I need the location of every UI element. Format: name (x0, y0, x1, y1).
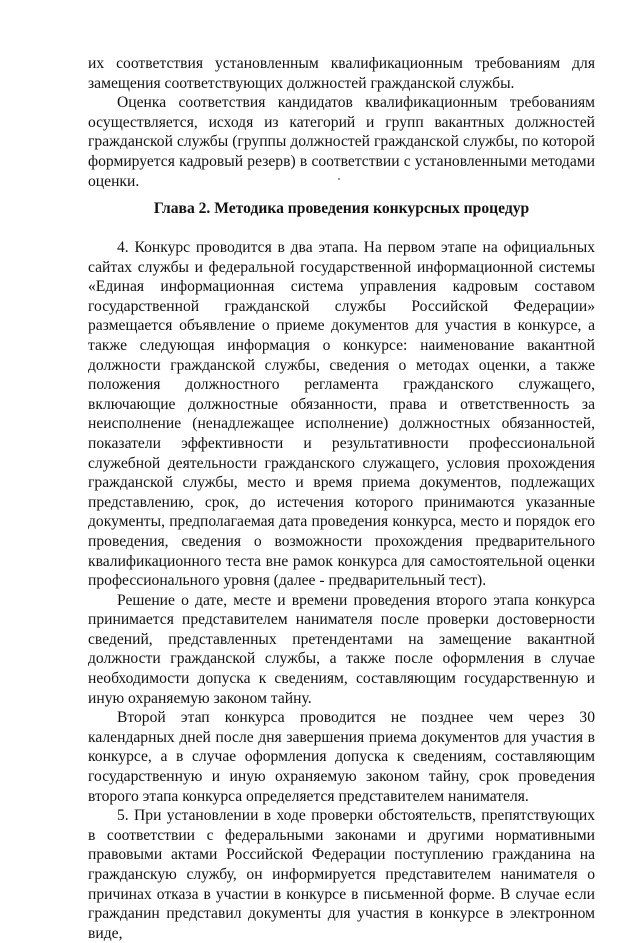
scan-speck (338, 178, 340, 180)
paragraph-item-5: 5. При установлении в ходе проверки обстоятельств, препятствующих в соответствии с федеральными законами и другими нормативными правовыми актами Российской Федерации поступлению гражданина на гражданскую службу, он информируется представителем нанимателя о причинах отказа в участии в конкурсе в письменной форме. В случае если гражданин представил документы для участия в конкурсе в электронном виде, (88, 807, 595, 942)
intro-section (88, 54, 595, 191)
paragraph-item-4: 4. Конкурс проводится в два этапа. На первом этапе на официальных сайтах службы и федеральной государственной информационной системы «Единая информационная система управления кадровым составом государственной гражданской службы Российской Федерации» размещается объявление о приеме документов для участия в конкурсе, а также следующая информация о конкурсе: наименование вакантной должности гражданской службы, сведения о методах оценки, а также положения должностного регламента гражданского служащего, включающие должностные обязанности, права и ответственность за неисполнение (ненадлежащее исполнение) должностных обязанностей, показатели эффективности и результативности профессиональной служебной деятельности гражданского служащего, условия прохождения гражданской службы, место и время приема документов, подлежащих представлению, срок, до истечения которого принимаются указанные документы, предполагаемая дата проведения конкурса, место и порядок его проведения, сведения о возможности прохождения предварительного квалификационного теста вне рамок конкурса для самостоятельной оценки профессионального уровня (далее - предварительный тест). (88, 239, 595, 590)
chapter-heading: Глава 2. Методика проведения конкурсных процедур (153, 200, 530, 217)
paragraph-second-stage-decision: Решение о дате, месте и времени проведения второго этапа конкурса принимается представителем нанимателя после проверки достоверности сведений, представленных претендентами на замещение вакантной должности гражданской службы, а также после оформления в случае необходимости допуска к сведениям, составляющим государственную и иную охраняемую законом тайну. (88, 591, 595, 707)
paragraph-continuation: их соответствия установленным квалификационным требованиям для замещения соответствующих должностей гражданской службы. (88, 55, 595, 92)
chapter-section (88, 238, 595, 943)
paragraph-second-stage-timing: Второй этап конкурса проводится не позднее чем через 30 календарных дней после дня завершения приема документов для участия в конкурсе, а в случае оформления допуска к сведениям, составляющим государственную и иную охраняемую законом тайну, срок проведения второго этапа конкурса определяется представителем нанимателя. (88, 709, 595, 805)
paragraph-assessment: Оценка соответствия кандидатов квалификационным требованиям осуществляется, исходя из категорий и групп вакантных должностей гражданской службы (группы должностей гражданской службы, по которой формируется кадровый резерв) в соответствии с установленными методами оценки. (88, 94, 595, 190)
